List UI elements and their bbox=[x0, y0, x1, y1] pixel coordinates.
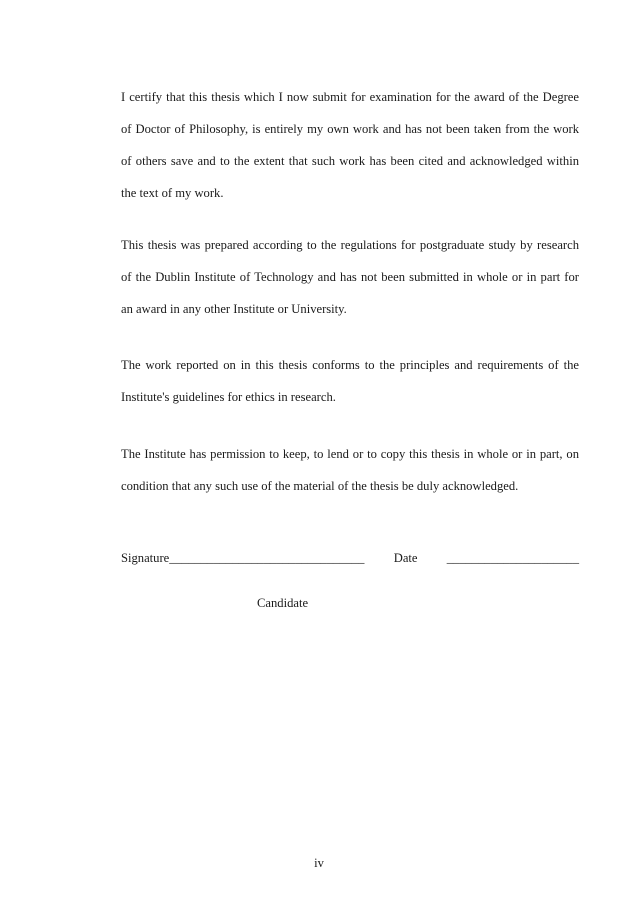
paragraph-1-line-1: I certify that this thesis which I now submit for examination for the award of the Degree bbox=[121, 90, 579, 104]
paragraph-1-line-4: the text of my work. bbox=[121, 186, 224, 200]
paragraph-2-line-2: of the Dublin Institute of Technology and has not been submitted in whole or in part for bbox=[121, 270, 579, 284]
paragraph-2-line-1: This thesis was prepared according to the regulations for postgraduate study by research bbox=[121, 238, 579, 252]
paragraph-4-line-1: The Institute has permission to keep, to lend or to copy this thesis in whole or in part, on bbox=[121, 447, 579, 461]
paragraph-3-line-1: The work reported on in this thesis conforms to the principles and requirements of the bbox=[121, 358, 579, 372]
paragraph-1-line-3: of others save and to the extent that such work has been cited and acknowledged within bbox=[121, 154, 579, 168]
paragraph-1-line-2: of Doctor of Philosophy, is entirely my own work and has not been taken from the work bbox=[121, 122, 579, 136]
paragraph-2-line-3: an award in any other Institute or University. bbox=[121, 302, 347, 316]
paragraph-4-line-2: condition that any such use of the material of the thesis be duly acknowledged. bbox=[121, 479, 519, 493]
page-number: iv bbox=[314, 856, 324, 870]
candidate-label: Candidate bbox=[257, 596, 309, 610]
signature-date-line: Signature_______________________________ Date _____________________ bbox=[121, 551, 579, 565]
paragraph-3-line-2: Institute's guidelines for ethics in research. bbox=[121, 390, 336, 404]
